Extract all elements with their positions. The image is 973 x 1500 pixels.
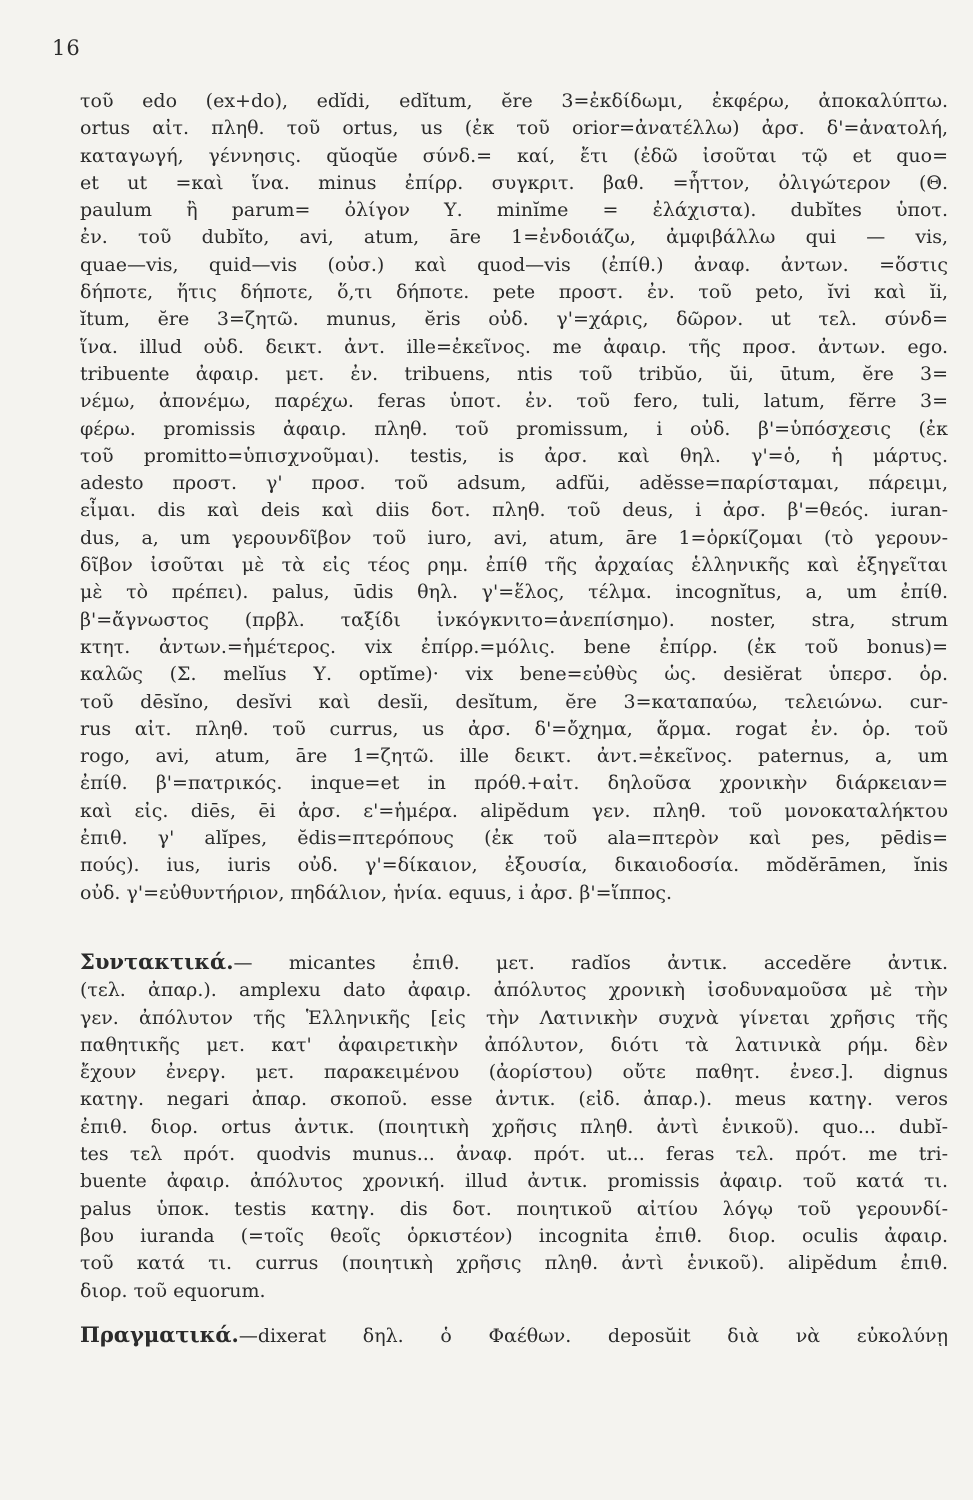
page-number: 16 (52, 36, 81, 60)
text-line: μὲ τὸ πρέπει). palus, ūdis θηλ. γ'=ἕλος, τέλμα. incognĭtus, a, um ἐπίθ. (80, 581, 948, 604)
text-line: ĭtum, ĕre 3=ζητῶ. munus, ĕris οὐδ. γ'=χάρις, δῶρον. ut τελ. σύνδ= (80, 308, 948, 331)
text-line: — micantes ἐπιθ. μετ. radĭos ἀντικ. accedĕre ἀντικ. (233, 952, 948, 974)
text-line: —dixerat δηλ. ὁ Φαέθων. deposŭit διὰ νὰ εὐκολύνῃ (238, 1325, 948, 1347)
text-line: et ut =καὶ ἵνα. minus ἐπίρρ. συγκριτ. βαθ. =ἧττον, ὀλιγώτερον (Θ. (80, 171, 948, 194)
text-line: εἶμαι. dis καὶ deis καὶ diis δοτ. πληθ. τοῦ deus, i ἀρσ. β'=θεός. iuran- (80, 499, 948, 522)
text-line: γεν. ἀπόλυτον τῆς Ἑλληνικῆς [εἰς τὴν Λατινικὴν συχνὰ γίνεται χρῆσις τῆς (80, 1006, 948, 1029)
text-line: φέρω. promissis ἀφαιρ. πληθ. τοῦ promissum, i οὐδ. β'=ὑπόσχεσις (ἐκ (80, 417, 948, 440)
text-line: τοῦ κατά τι. currus (ποιητικὴ χρῆσις πληθ. ἀντὶ ἑνικοῦ). alipĕdum ἐπιθ. (80, 1252, 948, 1275)
pragma-heading: Πραγματικά. (80, 1322, 239, 1347)
text-line: tes τελ πρότ. quodvis munus... ἀναφ. πρότ. ut... feras τελ. πρότ. me tri- (80, 1143, 948, 1166)
text-line: τοῦ promitto=ὑπισχνοῦμαι). testis, is ἀρσ. καὶ θηλ. γ'=ὁ, ἡ μάρτυς. (80, 444, 948, 467)
text-line: palus ὑποκ. testis κατηγ. dis δοτ. ποιητικοῦ αἰτίου λόγῳ τοῦ γερουνδί- (80, 1197, 948, 1220)
text-line: dus, a, um γερουνδῖβον τοῦ iuro, avi, atum, āre 1=ὁρκίζομαι (τὸ γερουν- (80, 526, 948, 549)
text-line: ἵνα. illud οὐδ. δεικτ. ἀντ. ille=ἐκεῖνος. me ἀφαιρ. τῆς προσ. ἀντων. ego. (80, 335, 948, 358)
text-line: κατηγ. negari ἀπαρ. σκοποῦ. esse ἀντικ. (εἰδ. ἀπαρ.). meus κατηγ. veros (80, 1088, 948, 1111)
text-line: τοῦ dēsĭno, desĭvi καὶ desĭi, desĭtum, ĕre 3=καταπαύω, τελειώνω. cur- (80, 690, 948, 713)
text-line: τοῦ edo (ex+do), edĭdi, edĭtum, ĕre 3=ἐκδίδωμι, ἐκφέρω, ἀποκαλύπτω. (80, 90, 948, 112)
text-line: ἐπιθ. διορ. ortus ἀντικ. (ποιητικὴ χρῆσις πληθ. ἀντὶ ἑνικοῦ). quo... dubĭ- (80, 1115, 948, 1138)
text-line: β'=ἄγνωστος (πρβλ. ταξίδι ἰνκόγκνιτο=ἀνεπίσημο). noster, stra, strum (80, 608, 948, 631)
text-line: buente ἀφαιρ. ἀπόλυτος χρονική. illud ἀντικ. promissis ἀφαιρ. τοῦ κατά τι. (80, 1170, 948, 1193)
text-line: rogo, avi, atum, āre 1=ζητῶ. ille δεικτ. ἀντ.=ἐκεῖνος. paternus, a, um (80, 745, 948, 768)
text-line: paulum ἢ parum= ὀλίγον Υ. minĭme = ἐλάχιστα). dubĭtes ὑποτ. (80, 199, 948, 222)
text-line: ἐν. τοῦ dubĭto, avi, atum, āre 1=ἐνδοιάζω, ἀμφιβάλλω qui — vis, (80, 226, 948, 249)
syntax-first-line (80, 948, 948, 977)
text-line: ortus αἰτ. πληθ. τοῦ ortus, us (ἐκ τοῦ orior=ἀνατέλλω) ἀρσ. δ'=ἀνατολή, (80, 117, 948, 140)
text-line: δῖβον ἰσοῦται μὲ τὰ εἰς τέος ρημ. ἐπίθ τῆς ἀρχαίας ἑλληνικῆς καὶ ἐξηγεῖται (80, 554, 948, 577)
text-line: ἐπιθ. γ' alĭpes, ĕdis=πτερόπους (ἐκ τοῦ ala=πτερὸν καὶ pes, pēdis= (80, 827, 948, 850)
text-line: διορ. τοῦ equorum. (80, 1279, 266, 1302)
text-line: ἔχουν ἐνεργ. μετ. παρακειμένου (ἀορίστου) οὔτε παθητ. ἐνεσ.]. dignus (80, 1061, 948, 1084)
pragma-first-line (80, 1321, 948, 1350)
text-line: κτητ. ἀντων.=ἡμέτερος. vix ἐπίρρ.=μόλις. bene ἐπίρρ. (ἐκ τοῦ bonus)= (80, 635, 948, 658)
vocabulary-notes (80, 88, 948, 907)
text-line: tribuente ἀφαιρ. μετ. ἐν. tribuens, ntis τοῦ tribŭo, ŭi, ūtum, ĕre 3= (80, 362, 948, 385)
text-line: καταγωγή, γέννησις. qŭoqŭe σύνδ.= καί, ἔτι (ἐδῶ ἰσοῦται τῷ et quo= (80, 144, 948, 167)
text-line: δήποτε, ἥτις δήποτε, ὅ,τι δήποτε. pete προστ. ἐν. τοῦ peto, ĭvi καὶ ĭi, (80, 281, 948, 304)
text-line: rus αἰτ. πληθ. τοῦ currus, us ἀρσ. δ'=ὄχημα, ἅρμα. rogat ἐν. ὁρ. τοῦ (80, 717, 948, 740)
syntax-heading: Συντακτικά. (80, 949, 234, 974)
text-line: adesto προστ. γ' προσ. τοῦ adsum, adfŭi, adĕsse=παρίσταμαι, πάρειμι, (80, 472, 948, 495)
text-line: quae—vis, quid—vis (οὐσ.) καὶ quod—vis (ἐπίθ.) ἀναφ. ἀντων. =ὅστις (80, 253, 948, 276)
text-line: νέμω, ἀπονέμω, παρέχω. feras ὑποτ. ἐν. τοῦ fero, tuli, latum, fĕrre 3= (80, 390, 948, 413)
text-line: πούς). ius, iuris οὐδ. γ'=δίκαιον, ἐξουσία, δικαιοδοσία. mŏdĕrāmen, ĭnis (80, 854, 948, 877)
text-line: παθητικῆς μετ. κατ' ἀφαιρετικὴν ἀπόλυτον, διότι τὰ λατινικὰ ρήμ. δὲν (80, 1033, 948, 1056)
text-line: καὶ εἰς. diēs, ēi ἀρσ. ε'=ἡμέρα. alipĕdum γεν. πληθ. τοῦ μονοκαταλήκτου (80, 799, 948, 822)
text-line: βου iuranda (=τοῖς θεοῖς ὁρκιστέον) incognita ἐπιθ. διορ. oculis ἀφαιρ. (80, 1224, 948, 1247)
pragmatics-section (80, 1321, 948, 1350)
text-line: καλῶς (Σ. melĭus Υ. optĭme)· vix bene=εὐθὺς ὡς. desiĕrat ὑπερσ. ὁρ. (80, 663, 948, 686)
text-line: οὐδ. γ'=εὐθυντήριον, πηδάλιον, ἡνία. equus, i ἀρσ. β'=ἵππος. (80, 881, 673, 904)
text-line: (τελ. ἀπαρ.). amplexu dato ἀφαιρ. ἀπόλυτος χρονικὴ ἰσοδυναμοῦσα μὲ τὴν (80, 979, 948, 1002)
syntax-section (80, 948, 948, 1305)
text-line: ἐπίθ. β'=πατρικός. inque=et in πρόθ.+αἰτ. δηλοῦσα χρονικὴν διάρκειαν= (80, 772, 948, 795)
